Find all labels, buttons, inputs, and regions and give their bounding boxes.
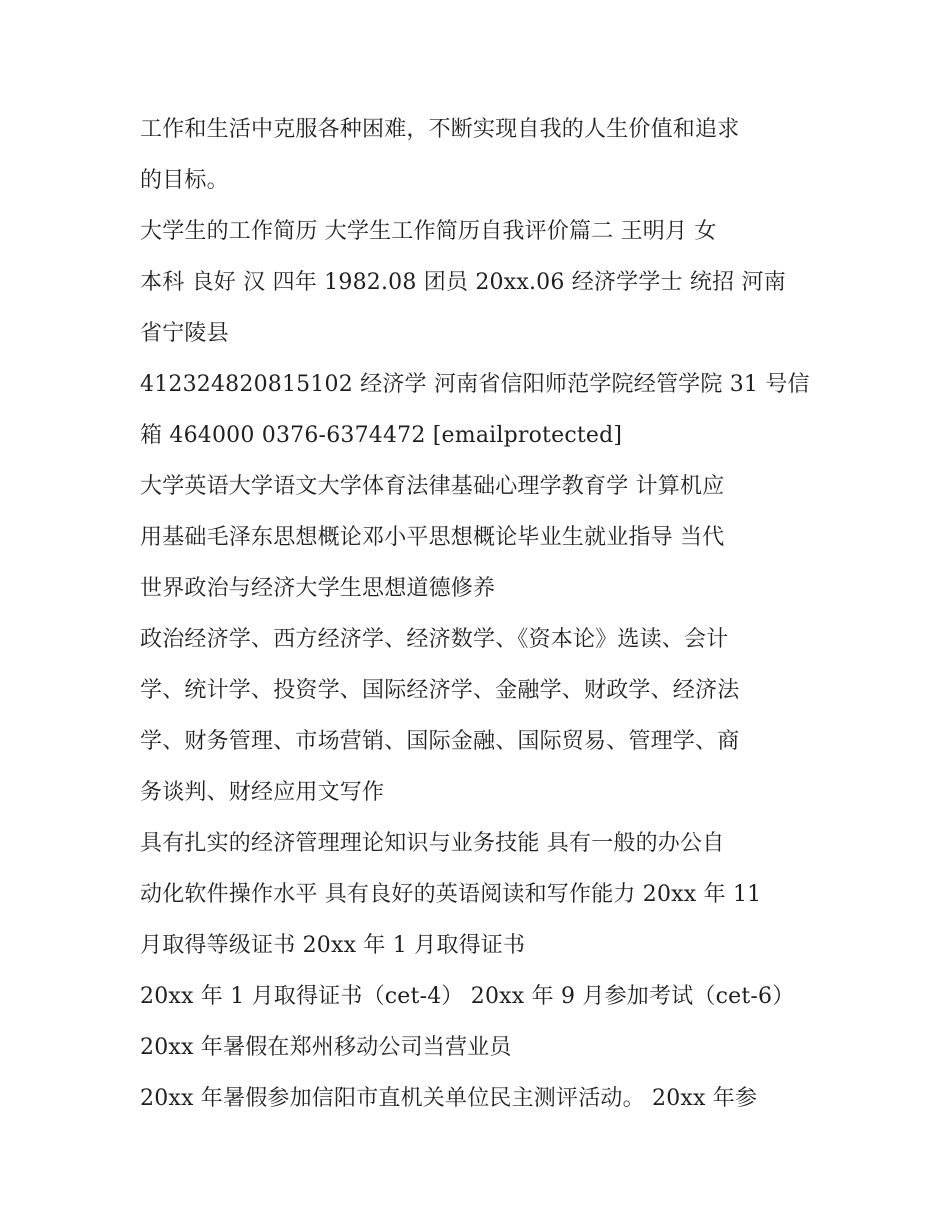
text-line-1: 工作和生活中克服各种困难，不断实现自我的人生价值和追求 (140, 117, 740, 142)
text-line-10: 世界政治与经济大学生思想道德修养 (140, 576, 496, 601)
text-line-2: 的目标。 (140, 168, 229, 193)
text-line-15: 具有扎实的经济管理理论知识与业务技能 具有一般的办公自 (140, 831, 725, 856)
text-line-7: 箱 464000 0376-6374472 [emailprotected] (140, 423, 623, 448)
text-line-11: 政治经济学、西方经济学、经济数学、《资本论》选读、会计 (140, 627, 729, 652)
text-line-18: 20xx 年 1 月取得证书（cet-4） 20xx 年 9 月参加考试（cet-6） (140, 984, 795, 1009)
document-body (140, 104, 820, 1124)
text-line-4: 本科 良好 汉 四年 1982.08 团员 20xx.06 经济学学士 统招 河南 (140, 270, 786, 295)
text-line-12: 学、统计学、投资学、国际经济学、金融学、财政学、经济法 (140, 678, 740, 703)
text-line-13: 学、财务管理、市场营销、国际金融、国际贸易、管理学、商 (140, 729, 740, 754)
text-line-5: 省宁陵县 (140, 321, 229, 346)
text-line-17: 月取得等级证书 20xx 年 1 月取得证书 (140, 933, 526, 958)
text-line-3: 大学生的工作简历 大学生工作简历自我评价篇二 王明月 女 (140, 219, 717, 244)
text-line-14: 务谈判、财经应用文写作 (140, 780, 385, 805)
text-line-8: 大学英语大学语文大学体育法律基础心理学教育学 计算机应 (140, 474, 725, 499)
text-line-9: 用基础毛泽东思想概论邓小平思想概论毕业生就业指导 当代 (140, 525, 725, 550)
text-line-20: 20xx 年暑假参加信阳市直机关单位民主测评活动。 20xx 年参 (140, 1086, 758, 1111)
text-line-16: 动化软件操作水平 具有良好的英语阅读和写作能力 20xx 年 11 (140, 882, 762, 907)
text-line-19: 20xx 年暑假在郑州移动公司当营业员 (140, 1035, 512, 1060)
text-line-6: 412324820815102 经济学 河南省信阳师范学院经管学院 31 号信 (140, 372, 810, 397)
